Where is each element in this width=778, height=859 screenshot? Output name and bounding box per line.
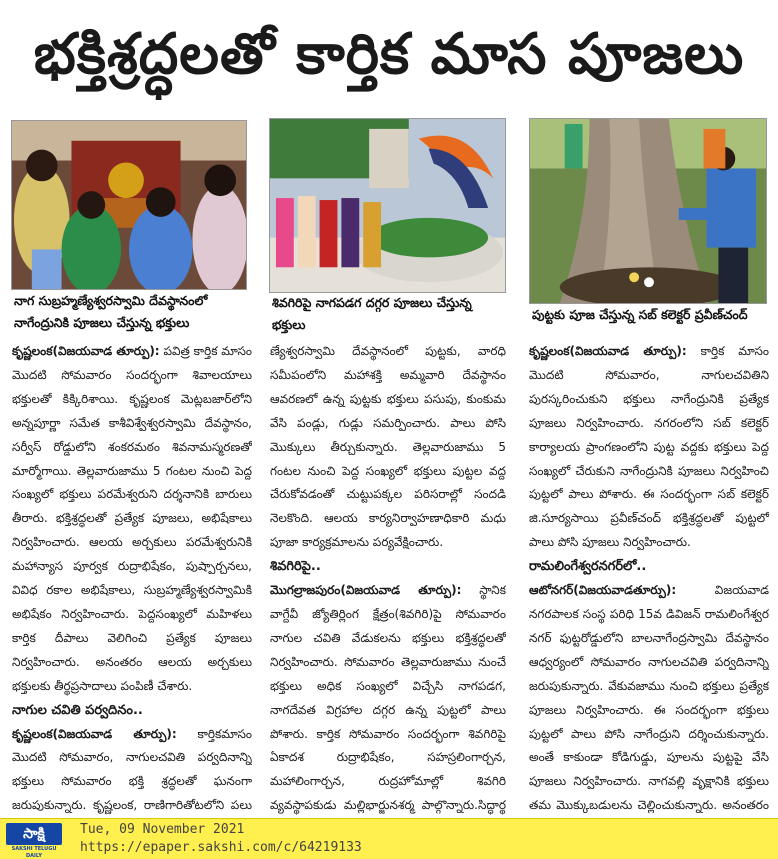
column2-subheading-1: శివగిరిపై..: [270, 559, 321, 575]
column3-subheading: రామలింగేశ్వరనగర్‌లో..: [529, 559, 647, 575]
photo2-caption: శివగిరిపై నాగపడగ దగ్గర పూజలు చేస్తున్న భక్తులు: [272, 295, 472, 332]
column3-paragraph-1: కార్తిక మాసం మొదటి సోమవారం, నాగులచవితిని పురస్కరించుకుని భక్తులు నాగేంద్రునికి ప్రత్యేక పూజలు నిర్వహించారు. నగరంలోని సబ్ కలెక్టర్ కార్యాలయ ప్రాంగణంలోని పుట్ట వద్దకు భక్తులు పెద్ద సంఖ్యలో చేరుకుని నాగేంద్రునికి పూజలు నిర్వహించి పుట్టలో పాలు పోశారు. ఈ సందర్భంగా సబ్ కలెక్టర్ జి.సూర్యసాయి ప్రవీణ్‌చంద్ భక్తిశ్రద్ధలతో పుట్టలో పాలు పోసి పూజలు నిర్వహించారు.: [529, 344, 769, 550]
column1-dateline-2: కృష్ణలంక(విజయవాడ తూర్పు):: [12, 726, 177, 741]
column3-dateline-2: ఆటోనగర్(విజయవాడతూర్పు):: [529, 583, 677, 598]
column3-dateline: కృష్ణలంక(విజయవాడ తూర్పు):: [529, 344, 687, 358]
column1-paragraph-2: కార్తికమాసం మొదటి సోమవారం, నాగులచవితి పర్వదినాన్ని భక్తులు సోమవారం భక్తి శ్రద్ధలతో ఘనంగా జరుపుకున్నారు. కృష్ణలంక, రాణిగారితోటలోని పలు: [12, 726, 252, 813]
photo1-caption: నాగ సుబ్రహ్మణ్యేశ్వరస్వామి దేవస్థానంలో నాగేంద్రునికి పూజలు చేస్తున్న భక్తులు: [14, 293, 208, 330]
article-column-3: [529, 340, 769, 816]
headline: భక్తిశ్రద్ధలతో కార్తిక మాస పూజలు: [33, 22, 745, 87]
article-column-2: [270, 340, 506, 816]
column2-paragraph-2: స్థానిక వాగ్దేవీ జ్యోతిర్లింగ క్షేత్రం(శివగిరి)పై సోమవారం నాగుల చవితి వేడుకలను భక్తులు భక్తిశ్రద్ధలతో నిర్వహించారు. సోమవారం తెల్లవారుజాము నుంచే భక్తులు అధిక సంఖ్యలో విచ్చేసి నాగపడగ, నాగదేవత విగ్రహాల దగ్గర ఉన్న పుట్టలో పాలు పోశారు. కార్తిక సోమవారం సందర్భంగా శివగిరిపై ఏకాదశ రుద్రాభిషేకం, సహస్రలింగార్చన, మహాలింగార్చన, రుద్రహోమాల్లో శివగిరి వ్యవస్థాపకుడు మల్లిభార్జునశర్మ పాల్గొన్నారు.సిద్ధార్థ: [270, 583, 506, 813]
epaper-url-link[interactable]: https://epaper.sakshi.com/c/64219133: [80, 840, 362, 855]
epaper-footer: [0, 818, 778, 859]
logo-subtext: SAKSHI TELUGU DAILY: [11, 846, 57, 859]
article-column-1: [12, 340, 252, 816]
photo-devotees-temple: [11, 120, 247, 290]
column1-paragraph-1: పవిత్ర కార్తిక మాసం మొదటి సోమవారం సందర్భంగా శివాలయాలు భక్తులతో కిక్కిరిశాయి. కృష్ణలంక మెట్లబజార్‌లోని అన్నపూర్ణా సమేత కాశీవిశ్వేశ్వరస్వామి దేవస్థానం, సర్వీస్ రోడ్డులోని శంకరమఠం శివనామస్మరణతో మార్మోగాయి. తెల్లవారుజాము 5 గంటల నుంచి పెద్ద సంఖ్యలో భక్తులు పరమేశ్వరుని దర్శనానికి బారులు తీరారు. భక్తిశ్రద్ధలతో ప్రత్యేక పూజలు, అభిషేకాలు నిర్వహించారు. ఆలయ అర్చకులు పరమేశ్వరునికి మహాన్యాస పూర్వక రుద్రాభిషేకం, పుష్పార్చనలు, వివిధ రకాల అభిషేకాలు, సుబ్రహ్మణ్యేశ్వరస్వామికి అభిషేకం నిర్వహించారు. పెద్దసంఖ్యలో మహిళలు కార్తిక దీపాలు వెలిగించి ప్రత్యేక పూజలు నిర్వహించారు. అనంతరం ఆలయ అర్చకులు భక్తులకు తీర్థప్రసాదాలు పంపిణీ చేశారు.: [12, 344, 252, 693]
photo-sub-collector: [529, 118, 767, 304]
publication-date: Tue, 09 November 2021: [80, 822, 245, 837]
photo-shivagiri: [269, 118, 506, 293]
column2-dateline: మొగల్రాజపురం(విజయవాడ తూర్పు):: [270, 583, 462, 598]
logo-text: సాక్షి: [6, 823, 62, 845]
photo3-caption: పుట్టకు పూజ చేస్తున్న సబ్ కలెక్టర్ ప్రవీణ్‌చంద్: [532, 307, 748, 322]
column1-dateline: కృష్ణలంక(విజయవాడ తూర్పు):: [12, 344, 160, 358]
sakshi-logo[interactable]: [6, 823, 62, 859]
column1-subheading: నాగుల చవితి పర్వదినం..: [12, 702, 143, 718]
column2-paragraph-1: ణ్యేశ్వరస్వామి దేవస్థానంలో పుట్టకు, వారధి సమీపంలోని మహాశక్తి అమ్మవారి దేవస్థానం ఆవరణలో ఉన్న పుట్టకు భక్తులు పసుపు, కుంకుమ వేసి పండ్లు, గుడ్లు సమర్పించారు. పాలు పోసి మొక్కులు తీర్చుకున్నారు. తెల్లవారుజాము 5 గంటల నుంచి పెద్ద సంఖ్యలో భక్తులు పుట్టల వద్ద చేరుకోవడంతో చుట్టుపక్కల పరిసరాల్లో సందడి నెలకొంది. ఆలయ కార్యనిర్వాహణాధికారి మధు పూజా కార్యక్రమాలను పర్యవేక్షించారు.: [270, 344, 506, 550]
column3-paragraph-2: విజయవాడ నగరపాలక సంస్థ పరిధి 15వ డివిజన్ రామలింగేశ్వర నగర్ ఫుట్టరోడ్డులోని బాలనాగేంద్రస్వామి దేవస్థానం ఆధ్వర్యంలో సోమవారం నాగులచవితి పర్వదినాన్ని జరుపుకున్నారు. వేకువజాము నుంచి భక్తులు ప్రత్యేక పూజలు నిర్వహించారు. ఈ సందర్భంగా భక్తులు పుట్టలో పాలు పోసి నాగేంద్రుని దర్శించుకున్నారు. అంతే కాకుండా కోడిగుడ్డు, పూలను పుట్టపై వేసి పూజలు నిర్వహించారు. నాగవల్లి వృక్షానికి భక్తులు తమ మొక్కుబడులను చెల్లించుకున్నారు. అనంతరం: [529, 583, 769, 813]
